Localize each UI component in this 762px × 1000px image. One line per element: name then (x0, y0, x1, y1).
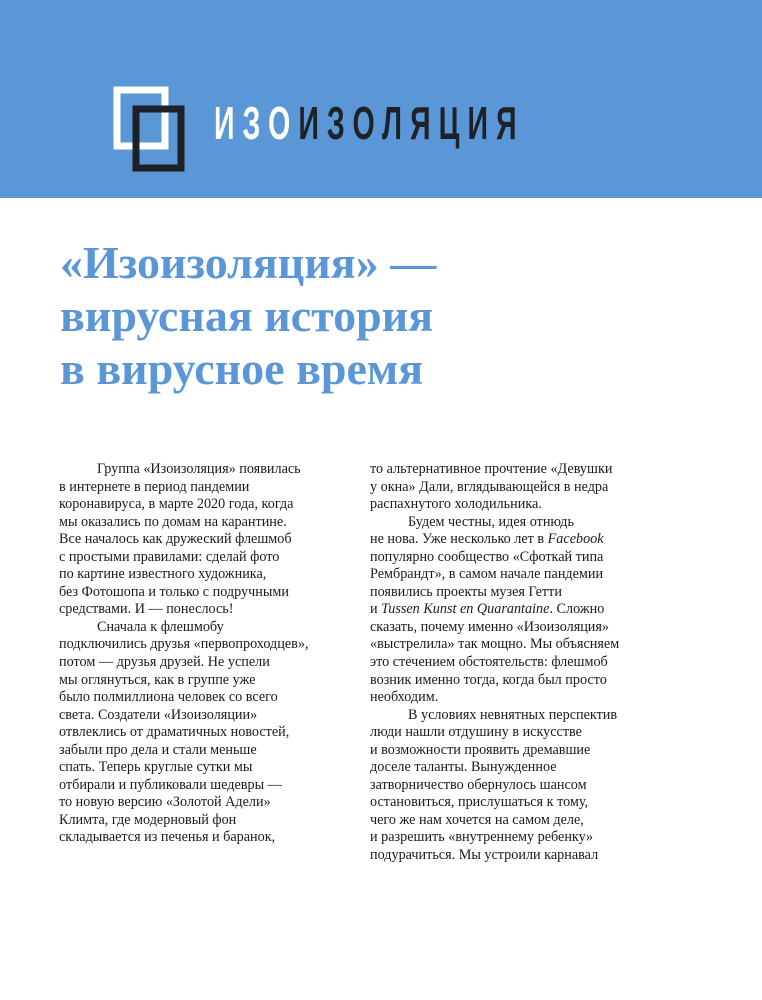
logo-wordmark (214, 98, 525, 148)
text-line: и возможности проявить дремавшие (370, 741, 591, 758)
text-line: было полмиллиона человек со всего (59, 689, 278, 706)
text-line: Климта, где модерновый фон (59, 811, 237, 828)
text-line: появились проекты музея Гетти (370, 583, 562, 600)
text-line: Сначала к флешмобу (97, 618, 224, 635)
text-line: коронавируса, в марте 2020 года, когда (59, 496, 294, 513)
text-line: сказать, почему именно «Изоизоляция» (370, 618, 610, 635)
framed-squares-icon (113, 86, 185, 172)
text-line: возник именно тогда, когда был просто (370, 671, 607, 688)
text-line: распахнутого холодильника. (370, 496, 542, 513)
article-headline (60, 236, 740, 395)
text-line: то новую версию «Золотой Адели» (59, 794, 271, 811)
text-line: подурачиться. Мы устроили карнавал (370, 847, 599, 864)
text-line: и разрешить «внутреннему ребенку» (370, 829, 594, 846)
text-line: средствами. И — понеслось! (59, 601, 234, 618)
text-line: мы оглянуться, как в группе уже (59, 671, 256, 688)
text-line: чего же нам хочется на самом деле, (370, 811, 584, 828)
article-column-left (59, 461, 359, 847)
headline-line: «Изоизоляция» — (60, 237, 437, 288)
text-line: остановиться, прислушаться к тому, (370, 794, 589, 811)
text-line: отвлеклись от драматичных новостей, (59, 724, 290, 741)
text-line: затворничество обернулось шансом (370, 776, 587, 793)
text-line (370, 601, 670, 619)
text-line: без Фотошопа и только с подручными (59, 583, 289, 600)
text-line: спать. Теперь круглые сутки мы (59, 759, 253, 776)
text-line: это стечением обстоятельств: флешмоб (370, 654, 608, 671)
text-segment: . Сложно (549, 601, 605, 618)
italic-term: Tussen Kunst en Quarantaine (381, 601, 550, 618)
text-line: доселе таланты. Вынужденное (370, 759, 557, 776)
header-banner (0, 0, 762, 198)
text-line: по картине известного художника, (59, 566, 267, 583)
text-line: света. Создатели «Изоизоляции» (59, 706, 258, 723)
italic-term: Facebook (547, 531, 604, 548)
text-line: Все началось как дружеский флешмоб (59, 531, 292, 548)
headline-line: в вирусное время (60, 343, 424, 394)
text-line: популярно сообщество «Сфоткай типа (370, 548, 604, 565)
text-line: необходим. (370, 689, 439, 706)
logo-text-dark: ИЗОЛЯЦИЯ (298, 97, 525, 149)
text-line: с простыми правилами: сделай фото (59, 548, 280, 565)
headline-line: вирусная история (60, 290, 434, 341)
text-line: потом — друзья друзей. Не успели (59, 654, 270, 671)
text-line: то альтернативное прочтение «Девушки (370, 461, 613, 477)
text-line: отбирали и публиковали шедевры — (59, 776, 282, 793)
text-segment: не нова. Уже несколько лет в (370, 531, 548, 548)
text-segment: и (370, 601, 382, 618)
text-line: забыли про дела и стали меньше (59, 741, 257, 758)
text-line: складывается из печенья и баранок, (59, 829, 276, 846)
text-line: Будем честны, идея отнюдь (408, 513, 574, 530)
text-line: мы оказались по домам на карантине. (59, 513, 287, 530)
text-line: Группа «Изоизоляция» появилась (97, 461, 301, 477)
article-column-right (370, 461, 670, 865)
text-line: В условиях невнятных перспектив (408, 706, 618, 723)
text-line: у окна» Дали, вглядывающейся в недра (370, 478, 609, 495)
logo-text-light: ИЗО (214, 97, 299, 149)
text-line: в интернете в период пандемии (59, 478, 250, 495)
text-line: подключились друзья «первопроходцев», (59, 636, 309, 653)
text-line: Рембрандт», в самом начале пандемии (370, 566, 604, 583)
text-line: люди нашли отдушину в искусстве (370, 724, 582, 741)
text-line: «выстрелила» так мощно. Мы объясняем (370, 636, 620, 653)
text-line (370, 531, 670, 549)
